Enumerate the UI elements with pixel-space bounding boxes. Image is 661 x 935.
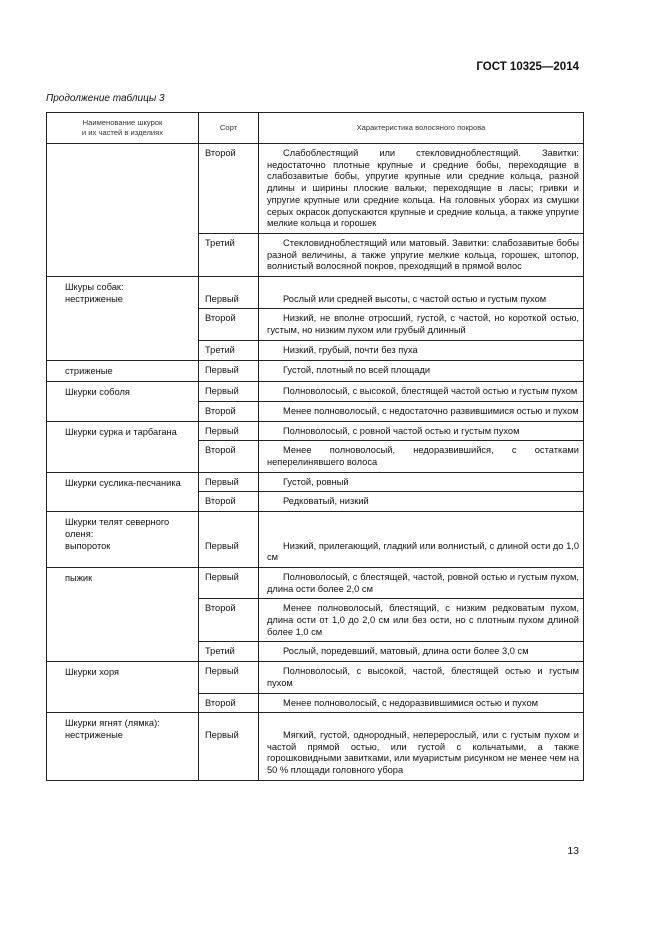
sort-cell: [199, 512, 259, 568]
standard-number: ГОСТ 10325—2014: [476, 61, 579, 73]
table-row: [47, 472, 584, 492]
table-header-row: [47, 113, 584, 144]
characteristic-cell: [259, 340, 584, 360]
characteristic-text: Полноволосый, с ровной частой остью и густым пухом: [283, 425, 520, 436]
characteristic-text: Слабоблестящий или стекловиднoблестящий. Завитки: недостаточно плотные крупные и средние бобы, переходящие в слабозавитые бобы, упругие крупные или средние кольца, разной длины и ширины плоские вальки, переходящие в ласы; гривки и упругие крупные или средние кольца. На головных уборах из смушки серых окрасок допускаются крупные и средние кольца, а также упругие мелкие кольца и горошек: [267, 148, 579, 229]
characteristic-cell: [259, 144, 584, 234]
item-name: Шкурки телят северного оленя: выпороток: [65, 517, 170, 551]
sort-value: Первый: [205, 729, 239, 740]
sort-value: Третий: [205, 344, 235, 355]
characteristic-cell: [259, 309, 584, 340]
sort-cell: [199, 472, 259, 492]
table-row: [47, 421, 584, 441]
sort-value: Первый: [205, 571, 239, 582]
characteristic-text: Низкий, не вполне отросший, густой, с частой, но короткой остью, густым, но низким пухом или грубый длинный: [267, 313, 579, 336]
characteristic-text: Низкий, грубый, почти без пуха: [283, 344, 418, 355]
sort-cell: [199, 713, 259, 781]
page-number: 13: [567, 845, 579, 857]
table-row: [47, 567, 584, 598]
characteristic-text: Рослый или средней высоты, с частой остью и густым пухом: [283, 293, 547, 304]
sort-value: Второй: [205, 405, 236, 416]
sort-value: Второй: [205, 148, 236, 158]
sort-value: Третий: [205, 237, 235, 248]
item-name: Шкурки сурка и тарбагана: [65, 426, 177, 437]
characteristic-text: Менее полноволосый, с недостаточно развившимися остью и пухом: [283, 405, 579, 416]
sort-cell: [199, 492, 259, 512]
item-name-cell: [47, 713, 199, 781]
table-row: [47, 512, 584, 568]
characteristic-text: Полноволосый, с высокой, блестящей частой остью и густым пухом: [283, 386, 578, 397]
sort-cell: [199, 662, 259, 693]
sort-value: Второй: [205, 697, 236, 708]
sort-value: Первый: [205, 425, 239, 436]
sort-value: Второй: [205, 445, 236, 456]
sort-cell: [199, 642, 259, 662]
item-name-cell: [47, 512, 199, 568]
sort-value: Второй: [205, 496, 236, 507]
item-name-cell: [47, 144, 199, 277]
characteristic-text: Густой, ровный: [283, 476, 349, 487]
characteristic-text: Менее полноволосый, блестящий, с низким редковатым пухом, длина ости от 1,0 до 2,0 см или без ости, но с плотным пухом длиной более 1,0 см: [267, 603, 579, 637]
characteristic-text: Полноволосый, с высокой, частой, блестящей остью и густым пухом: [267, 666, 579, 688]
sort-cell: [199, 382, 259, 402]
table-row: [47, 277, 584, 309]
sort-cell: [199, 144, 259, 234]
table-row: [47, 360, 584, 382]
characteristic-text: Густой, плотный по всей площади: [283, 364, 431, 375]
characteristic-cell: [259, 472, 584, 492]
table-row: [47, 713, 584, 781]
characteristic-text: Стекловиднoблестящий или матовый. Завитки: слабозавитые бобы разной величины, а также упругие мелкие кольца, горошек, штопор, волнистый волосяной покров, преходящий в прямой волос: [267, 237, 579, 272]
item-name: Шкурки хоря: [65, 667, 120, 678]
sort-value: Первый: [205, 666, 239, 677]
table-row: [47, 144, 584, 234]
characteristic-text: Полноволосый, с блестящей, частой, ровной остью и густым пухом, длина ости более 2,0 см: [267, 571, 579, 594]
item-name-cell: [47, 421, 199, 472]
characteristic-text: Редковатый, низкий: [283, 496, 369, 507]
column-header-characteristic: Характеристика волосяного покрова: [259, 113, 584, 144]
sort-value: Второй: [205, 603, 236, 614]
sort-cell: [199, 401, 259, 421]
characteristic-cell: [259, 277, 584, 309]
item-name-cell: [47, 662, 199, 713]
characteristic-cell: [259, 713, 584, 781]
sort-value: Первый: [205, 476, 239, 487]
characteristic-cell: [259, 382, 584, 402]
characteristic-cell: [259, 567, 584, 598]
table-caption: Продолжение таблицы 3: [46, 93, 165, 104]
characteristic-cell: [259, 512, 584, 568]
item-name-cell: [47, 382, 199, 421]
sort-cell: [199, 693, 259, 713]
characteristic-cell: [259, 401, 584, 421]
item-name-cell: [47, 472, 199, 511]
characteristic-cell: [259, 421, 584, 441]
column-header-name: [47, 113, 199, 144]
sort-value: Первый: [205, 364, 239, 375]
item-name-cell: [47, 277, 199, 361]
sort-value: Первый: [205, 540, 239, 551]
item-name: стриженые: [65, 365, 113, 376]
item-name: Шкурки суслика-песчаника: [65, 477, 181, 488]
sort-cell: [199, 567, 259, 598]
characteristic-text: Рослый, поредевший, матовый, длина ости более 3,0 см: [283, 646, 529, 657]
sort-cell: [199, 277, 259, 309]
characteristic-cell: [259, 441, 584, 472]
sort-cell: [199, 233, 259, 276]
sort-cell: [199, 421, 259, 441]
sort-cell: [199, 599, 259, 642]
characteristic-cell: [259, 492, 584, 512]
item-name-cell: [47, 567, 199, 661]
item-name: Шкурки соболя: [65, 387, 130, 398]
sort-cell: [199, 340, 259, 360]
sort-value: Второй: [205, 313, 236, 324]
table-row: [47, 662, 584, 693]
characteristic-cell: [259, 642, 584, 662]
column-header-name-text: Наименование шкурок и их частей в изделиях: [81, 118, 164, 137]
sort-cell: [199, 360, 259, 382]
column-header-sort: Сорт: [199, 113, 259, 144]
characteristic-text: Менее полноволосый, с недоразвившимися остью и пухом: [283, 697, 539, 708]
sort-value: Первый: [205, 386, 239, 397]
sort-value: Третий: [205, 646, 235, 657]
characteristic-cell: [259, 360, 584, 382]
characteristic-text: Менее полноволосый, недоразвившийся, с остатками неперелинявшего волоса: [267, 445, 579, 468]
characteristic-text: Мягкий, густой, однородный, неперерослый, или с густым пухом и частой прямой остью, или густой с кольчатыми, а также горошковидными завитками, или муаристым рисунком не менее чем на 50 % площади головного убора: [267, 729, 579, 776]
item-name: пыжик: [65, 572, 93, 583]
characteristic-text: Низкий, прилегающий, гладкий или волнистый, с длиной ости до 1,0 см: [267, 540, 579, 563]
table-row: [47, 382, 584, 402]
item-name-cell: [47, 360, 199, 382]
characteristics-table: [46, 112, 584, 781]
characteristic-cell: [259, 662, 584, 693]
sort-value: Первый: [205, 293, 239, 304]
sort-cell: [199, 441, 259, 472]
sort-cell: [199, 309, 259, 340]
characteristic-cell: [259, 233, 584, 276]
characteristic-cell: [259, 599, 584, 642]
item-name: Шкурки ягнят (лямка): нестриженые: [65, 718, 160, 740]
characteristic-cell: [259, 693, 584, 713]
item-name: Шкуры собак: нестриженые: [65, 282, 124, 304]
